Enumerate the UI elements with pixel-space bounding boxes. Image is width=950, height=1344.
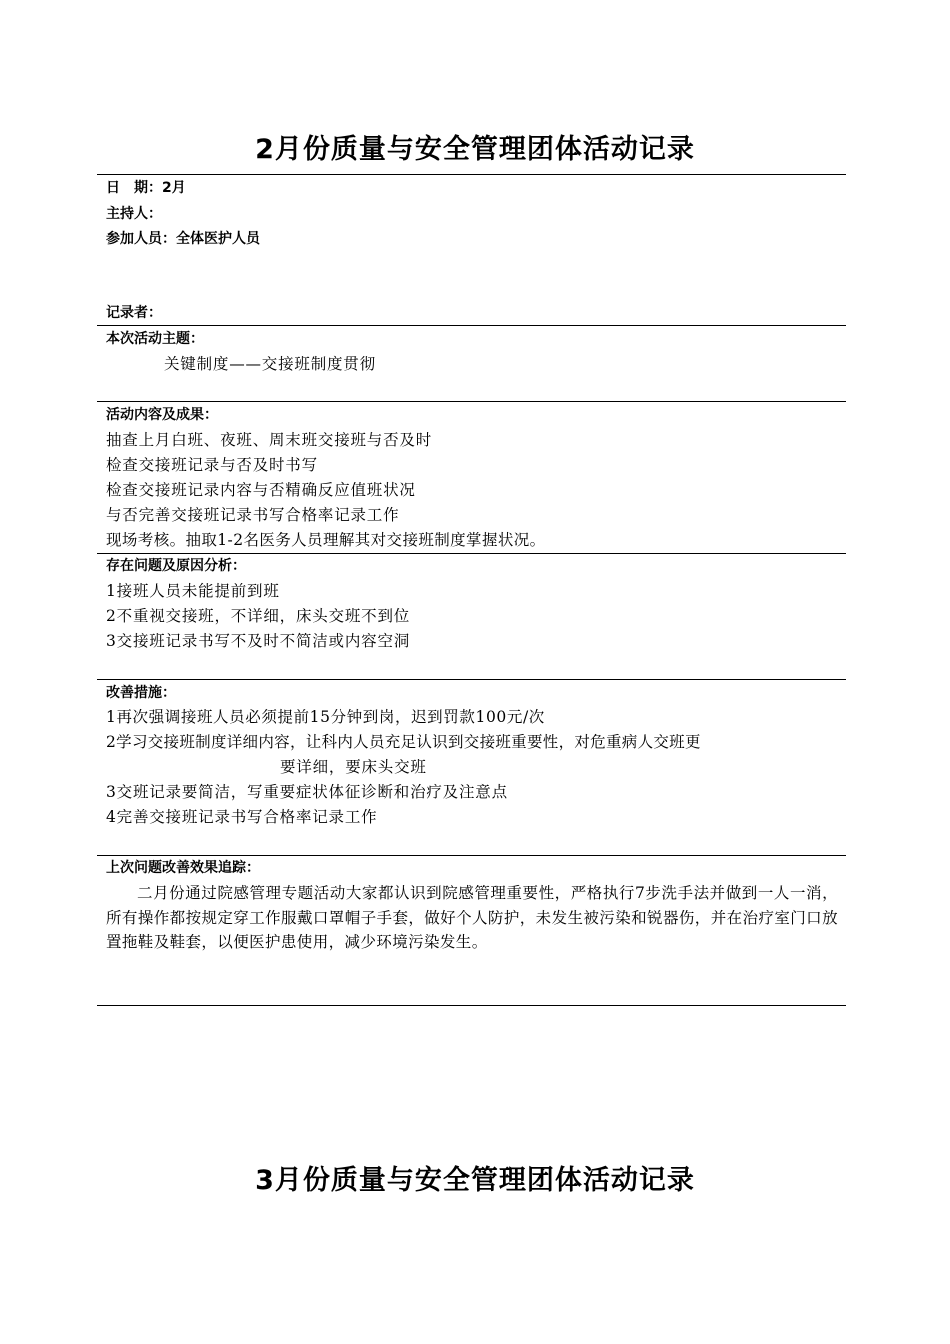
improvement-line: 2学习交接班制度详细内容，让科内人员充足认识到交接班重要性，对危重病人交班更: [106, 733, 701, 751]
content-line: 检查交接班记录与否及时书写: [106, 456, 318, 474]
divider: [97, 1005, 846, 1006]
divider: [97, 679, 846, 680]
page-title: 2月份质量与安全管理团体活动记录: [255, 134, 695, 165]
improvement-line: 1再次强调接班人员必须提前15分钟到岗，迟到罚款100元/次: [106, 708, 545, 726]
improvement-line: 4完善交接班记录书写合格率记录工作: [106, 808, 378, 826]
host-label: 主持人：: [106, 206, 162, 222]
problem-line: 1接班人员未能提前到班: [106, 582, 280, 600]
recorder-label: 记录者：: [106, 305, 162, 321]
problem-line: 2不重视交接班，不详细，床头交班不到位: [106, 607, 411, 625]
divider: [97, 174, 846, 175]
problems-heading: 存在问题及原因分析：: [106, 558, 246, 574]
divider: [97, 325, 846, 326]
divider: [97, 401, 846, 402]
content-line: 与否完善交接班记录书写合格率记录工作: [106, 506, 400, 524]
content-line: 抽查上月白班、夜班、周末班交接班与否及时: [106, 431, 433, 449]
followup-text: 二月份通过院感管理专题活动大家都认识到院感管理重要性，严格执行7步洗手法并做到一人一消，所有操作都按规定穿工作服戴口罩帽子手套，做好个人防护，未发生被污染和锐器伤，并在治疗室门口放置拖鞋及鞋套，以便医护患使用，减少环境污染发生。: [106, 884, 838, 951]
improvement-line: 3交班记录要简洁，写重要症状体征诊断和治疗及注意点: [106, 783, 508, 801]
followup-heading: 上次问题改善效果追踪：: [106, 860, 260, 876]
participants-label: 参加人员：全体医护人员: [106, 231, 260, 247]
content-line: 检查交接班记录内容与否精确反应值班状况: [106, 481, 416, 499]
date-label: 日 期：2月: [106, 180, 186, 196]
divider: [97, 553, 846, 554]
improvements-heading: 改善措施：: [106, 685, 176, 701]
page-title: 3月份质量与安全管理团体活动记录: [255, 1165, 695, 1196]
problem-line: 3交接班记录书写不及时不简洁或内容空洞: [106, 632, 411, 650]
improvement-line-continued: 要详细，要床头交班: [280, 758, 427, 776]
content-heading: 活动内容及成果：: [106, 407, 218, 423]
divider: [97, 855, 846, 856]
content-line: 现场考核。抽取1-2名医务人员理解其对交接班制度掌握状况。: [106, 531, 546, 549]
theme-text: 关键制度——交接班制度贯彻: [164, 355, 376, 373]
theme-heading: 本次活动主题：: [106, 331, 204, 347]
